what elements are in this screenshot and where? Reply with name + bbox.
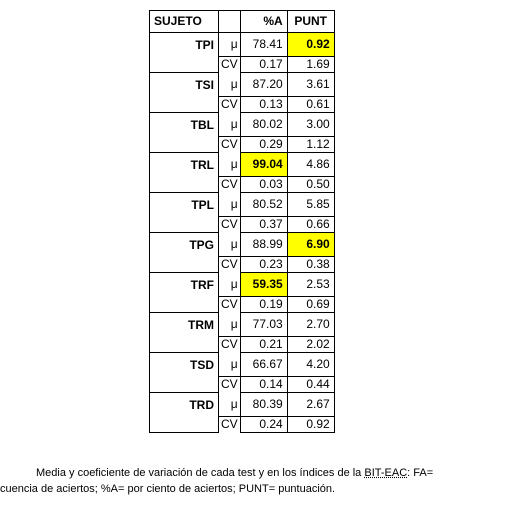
pct-mean-cell: 99.04 [240,153,287,177]
table-row-mean [150,393,335,417]
subject-cell-empty [150,257,219,273]
pct-cv-cell: 0.23 [240,257,287,273]
table-row-mean [150,73,335,97]
punt-mean-cell: 6.90 [287,233,334,257]
caption-line-1 [0,465,505,481]
table-row-mean [150,33,335,57]
pct-mean-cell: 66.67 [240,353,287,377]
punt-cv-cell: 0.44 [287,377,334,393]
stat-label-cv: CV [219,177,241,193]
table-row-cv [150,137,335,153]
stat-label-cv: CV [219,217,241,233]
table-row-mean [150,193,335,217]
pct-mean-cell: 87.20 [240,73,287,97]
subject-cell: TSD [150,353,219,377]
punt-cv-cell: 0.50 [287,177,334,193]
table-body [150,33,335,433]
stat-label-mean: μ [219,153,241,177]
punt-mean-cell: 3.00 [287,113,334,137]
stat-label-mean: μ [219,233,241,257]
subject-cell: TPG [150,233,219,257]
table-row-mean [150,153,335,177]
table-row-cv [150,257,335,273]
punt-cv-cell: 0.69 [287,297,334,313]
pct-cv-cell: 0.19 [240,297,287,313]
pct-cv-cell: 0.17 [240,57,287,73]
table-row-mean [150,233,335,257]
stat-label-mean: μ [219,193,241,217]
subject-cell: TRM [150,313,219,337]
subject-cell: TRL [150,153,219,177]
stat-label-mean: μ [219,353,241,377]
subject-cell-empty [150,217,219,233]
subject-cell: TPI [150,33,219,57]
punt-cv-cell: 2.02 [287,337,334,353]
table-row-cv [150,377,335,393]
stat-label-cv: CV [219,417,241,433]
punt-cv-cell: 0.38 [287,257,334,273]
table-row-mean [150,113,335,137]
stat-label-mean: μ [219,313,241,337]
punt-mean-cell: 2.70 [287,313,334,337]
pct-mean-cell: 80.39 [240,393,287,417]
table-row-cv [150,57,335,73]
stat-label-mean: μ [219,73,241,97]
stat-label-mean: μ [219,273,241,297]
pct-mean-cell: 78.41 [240,33,287,57]
pct-mean-cell: 80.02 [240,113,287,137]
figure-caption [0,465,505,497]
pct-mean-cell: 59.35 [240,273,287,297]
subject-cell: TRD [150,393,219,417]
subject-cell: TBL [150,113,219,137]
stat-label-mean: μ [219,113,241,137]
stat-label-mean: μ [219,33,241,57]
pct-cv-cell: 0.37 [240,217,287,233]
stat-label-cv: CV [219,377,241,393]
header-punt: PUNT [287,11,334,33]
punt-mean-cell: 0.92 [287,33,334,57]
subject-cell: TPL [150,193,219,217]
punt-mean-cell: 3.61 [287,73,334,97]
subject-cell: TSI [150,73,219,97]
results-table [149,10,335,433]
subject-cell: TRF [150,273,219,297]
pct-cv-cell: 0.13 [240,97,287,113]
caption-text-c: : FA= [407,467,434,479]
pct-mean-cell: 88.99 [240,233,287,257]
table-row-cv [150,297,335,313]
caption-line-2: cuencia de aciertos; %A= por ciento de aciertos; PUNT= puntuación. [0,483,336,495]
punt-mean-cell: 5.85 [287,193,334,217]
punt-mean-cell: 4.20 [287,353,334,377]
table-row-cv [150,337,335,353]
pct-mean-cell: 77.03 [240,313,287,337]
subject-cell-empty [150,97,219,113]
stat-label-cv: CV [219,257,241,273]
stat-label-cv: CV [219,137,241,153]
header-stat [219,11,241,33]
header-row [150,11,335,33]
punt-cv-cell: 0.61 [287,97,334,113]
table-row-mean [150,313,335,337]
caption-bit-eac: BIT-EAC [364,467,408,479]
pct-mean-cell: 80.52 [240,193,287,217]
punt-mean-cell: 2.53 [287,273,334,297]
header-pct: %A [240,11,287,33]
punt-mean-cell: 2.67 [287,393,334,417]
subject-cell-empty [150,57,219,73]
punt-cv-cell: 0.66 [287,217,334,233]
stat-label-cv: CV [219,97,241,113]
table-row-cv [150,97,335,113]
pct-cv-cell: 0.03 [240,177,287,193]
pct-cv-cell: 0.24 [240,417,287,433]
stat-label-cv: CV [219,57,241,73]
table-row-mean [150,353,335,377]
table-row-cv [150,217,335,233]
stat-label-cv: CV [219,337,241,353]
subject-cell-empty [150,417,219,433]
stat-label-mean: μ [219,393,241,417]
punt-cv-cell: 1.12 [287,137,334,153]
punt-cv-cell: 0.92 [287,417,334,433]
subject-cell-empty [150,377,219,393]
table-row-cv [150,417,335,433]
caption-text-a: Media y coeficiente de variación de cada test y en los índices de la [36,467,365,479]
subject-cell-empty [150,337,219,353]
punt-cv-cell: 1.69 [287,57,334,73]
subject-cell-empty [150,177,219,193]
pct-cv-cell: 0.29 [240,137,287,153]
stat-label-cv: CV [219,297,241,313]
table-row-mean [150,273,335,297]
table-row-cv [150,177,335,193]
pct-cv-cell: 0.21 [240,337,287,353]
subject-cell-empty [150,137,219,153]
punt-mean-cell: 4.86 [287,153,334,177]
subject-cell-empty [150,297,219,313]
header-subject: SUJETO [150,11,219,33]
pct-cv-cell: 0.14 [240,377,287,393]
